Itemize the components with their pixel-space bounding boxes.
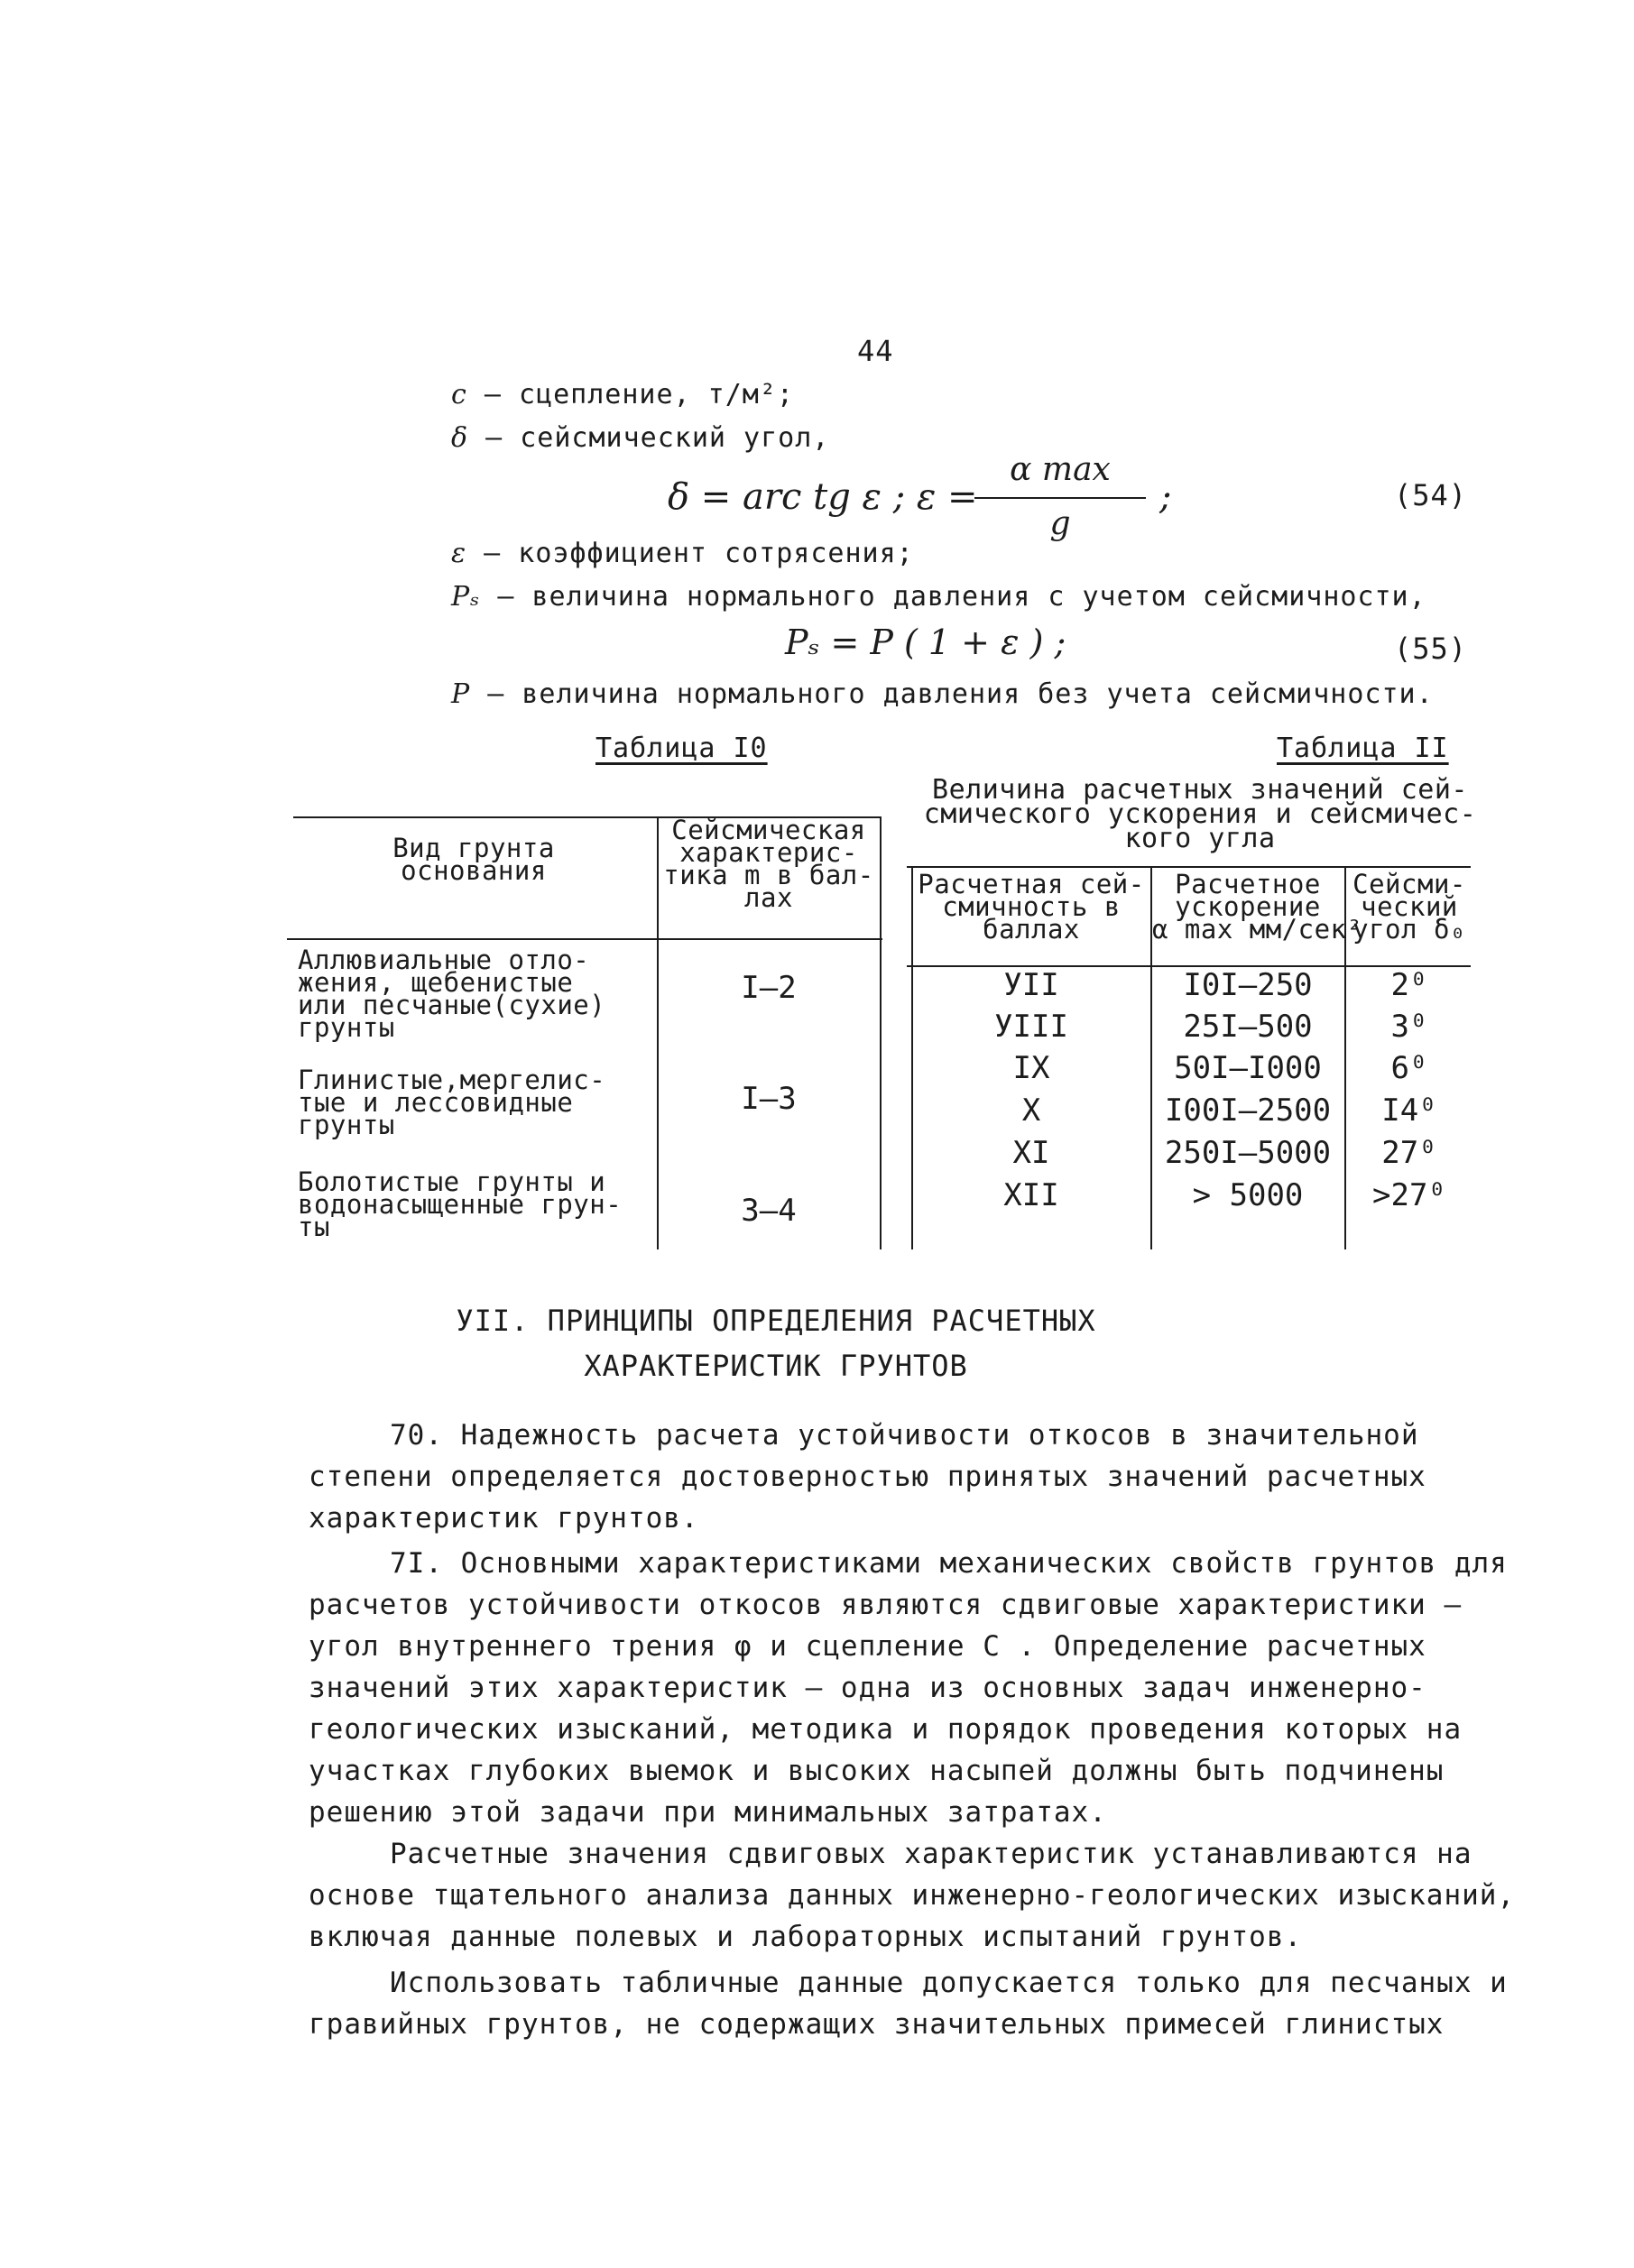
def-p-symbol: P — [451, 678, 471, 710]
def-delta — [451, 422, 829, 454]
def-c-symbol: c — [451, 379, 467, 410]
page-number: 44 — [857, 334, 894, 368]
table10-row-value: I–2 — [741, 970, 797, 1006]
paragraph-70: 70. Надежность расчета устойчивости откосов в значительной степени определяется достоверностью принятых значений расчетных характеристик грунтов. — [309, 1419, 1426, 1535]
def-p — [451, 678, 1434, 710]
def-p-text: – величина нормального давления без учета сейсмичности. — [487, 678, 1434, 710]
def-ps-text: – величина нормального давления с учетом сейсмичности, — [497, 581, 1426, 613]
section-heading-line1: УII. ПРИНЦИПЫ ОПРЕДЕЛЕНИЯ РАСЧЕТНЫХ — [456, 1304, 1096, 1338]
formula-54-tail: ; — [1159, 476, 1172, 518]
def-delta-text: – сейсмический угол, — [485, 422, 830, 454]
table11-header-angle: Сейсми- ческий угол δ₀ — [1352, 869, 1466, 945]
def-ps-symbol: Pₛ — [451, 581, 481, 613]
table11-acceleration: 250I–5000 — [1164, 1135, 1332, 1171]
table10-row-soil: Глинистые,мергелис- тые и лессовидные грунты — [298, 1065, 606, 1140]
formula-55: Pₛ = P ( 1 + ε ) ; — [785, 622, 1066, 662]
table11-acceleration: 25I–500 — [1183, 1009, 1313, 1045]
paragraph-design-values: Расчетные значения сдвиговых характеристик устанавливаются на основе тщательного анализа данных инженерно-геологических изысканий, включая данные полевых и лабораторных испытаний грунтов. — [309, 1838, 1516, 1953]
formula-54-numerator: α max — [1010, 451, 1111, 488]
table10-caption: Таблица I0 — [595, 733, 768, 764]
table11-acceleration: I00I–2500 — [1164, 1093, 1332, 1129]
table10-header-rule — [287, 938, 882, 940]
table10-row-soil: Аллювиальные отло- жения, щебенистые или песчаные(сухие) грунты — [298, 945, 606, 1043]
def-c-text: – сцепление, т/м²; — [484, 379, 794, 410]
def-delta-symbol: δ — [451, 422, 469, 454]
table11-caption: Таблица II — [1277, 733, 1449, 764]
table11-angle: >27⁰ — [1372, 1177, 1446, 1213]
table11-angle: 27⁰ — [1381, 1135, 1437, 1171]
table11-header-intensity: Расчетная сей- смичность в баллах — [918, 869, 1145, 945]
table11-header-acceleration: Расчетное ускорение α max мм/сек² — [1152, 869, 1363, 945]
table11-intensity: XII — [1003, 1177, 1059, 1213]
def-epsilon — [451, 538, 914, 569]
def-epsilon-symbol: ε — [451, 538, 467, 569]
section-heading-line2: ХАРАКТЕРИСТИК ГРУНТОВ — [584, 1349, 968, 1383]
table11-angle: I4⁰ — [1381, 1093, 1437, 1129]
table10-row-value: 3–4 — [741, 1193, 797, 1229]
table11-intensity: УII — [1003, 967, 1059, 1003]
table10-header-rating: Сейсмическая характерис- тика m в бал- лах — [663, 815, 874, 913]
table11-intensity: XI — [1012, 1135, 1050, 1171]
formula-54-fraction-bar — [974, 497, 1146, 499]
table11-acceleration: > 5000 — [1192, 1177, 1304, 1213]
table11-acceleration: 50I–I000 — [1174, 1050, 1322, 1086]
table11-angle: 2⁰ — [1390, 967, 1428, 1003]
formula-54-denominator: g — [1049, 505, 1071, 542]
table11-intensity: IX — [1012, 1050, 1050, 1086]
table11-intensity: X — [1021, 1093, 1041, 1129]
formula-54-left: δ = arc tg ε ; ε = — [668, 476, 978, 518]
paragraph-71: 7I. Основными характеристиками механических свойств грунтов для расчетов устойчивости откосов являются сдвиговые характеристики – угол внутреннего трения φ и сцепление C . Определение расчетных значений этих характеристик – одна из основных задач инженерно-геологических изысканий, методика и порядок проведения которых на участках глубоких выемок и высоких насыпей должны быть подчинены решению этой задачи при минимальных затратах. — [309, 1547, 1508, 1829]
def-epsilon-text: – коэффициент сотрясения; — [484, 538, 914, 569]
table11-angle: 3⁰ — [1390, 1009, 1428, 1045]
table11-intensity: УIII — [994, 1009, 1068, 1045]
table11-angle: 6⁰ — [1390, 1050, 1428, 1086]
table11-title: Величина расчетных значений сей- смического ускорения и сейсмичес- кого угла — [923, 774, 1477, 854]
def-c — [451, 379, 794, 410]
table10-row-value: I–3 — [741, 1081, 797, 1117]
table10-row-soil: Болотистые грунты и водонасыщенные грун- ты — [298, 1166, 623, 1242]
table10-header-soil: Вид грунта основания — [392, 833, 555, 886]
table11-acceleration: I0I–250 — [1183, 967, 1313, 1003]
table11-top-rule — [907, 866, 1471, 868]
formula-54-number: (54) — [1394, 478, 1468, 512]
formula-55-number: (55) — [1394, 632, 1468, 666]
table10-col-divider — [657, 816, 659, 1249]
paragraph-tabular-data: Использовать табличные данные допускается только для песчаных и гравийных грунтов, не содержащих значительных примесей глинистых — [309, 1967, 1508, 2041]
def-ps — [451, 581, 1426, 613]
table10-right-border — [880, 816, 882, 1249]
